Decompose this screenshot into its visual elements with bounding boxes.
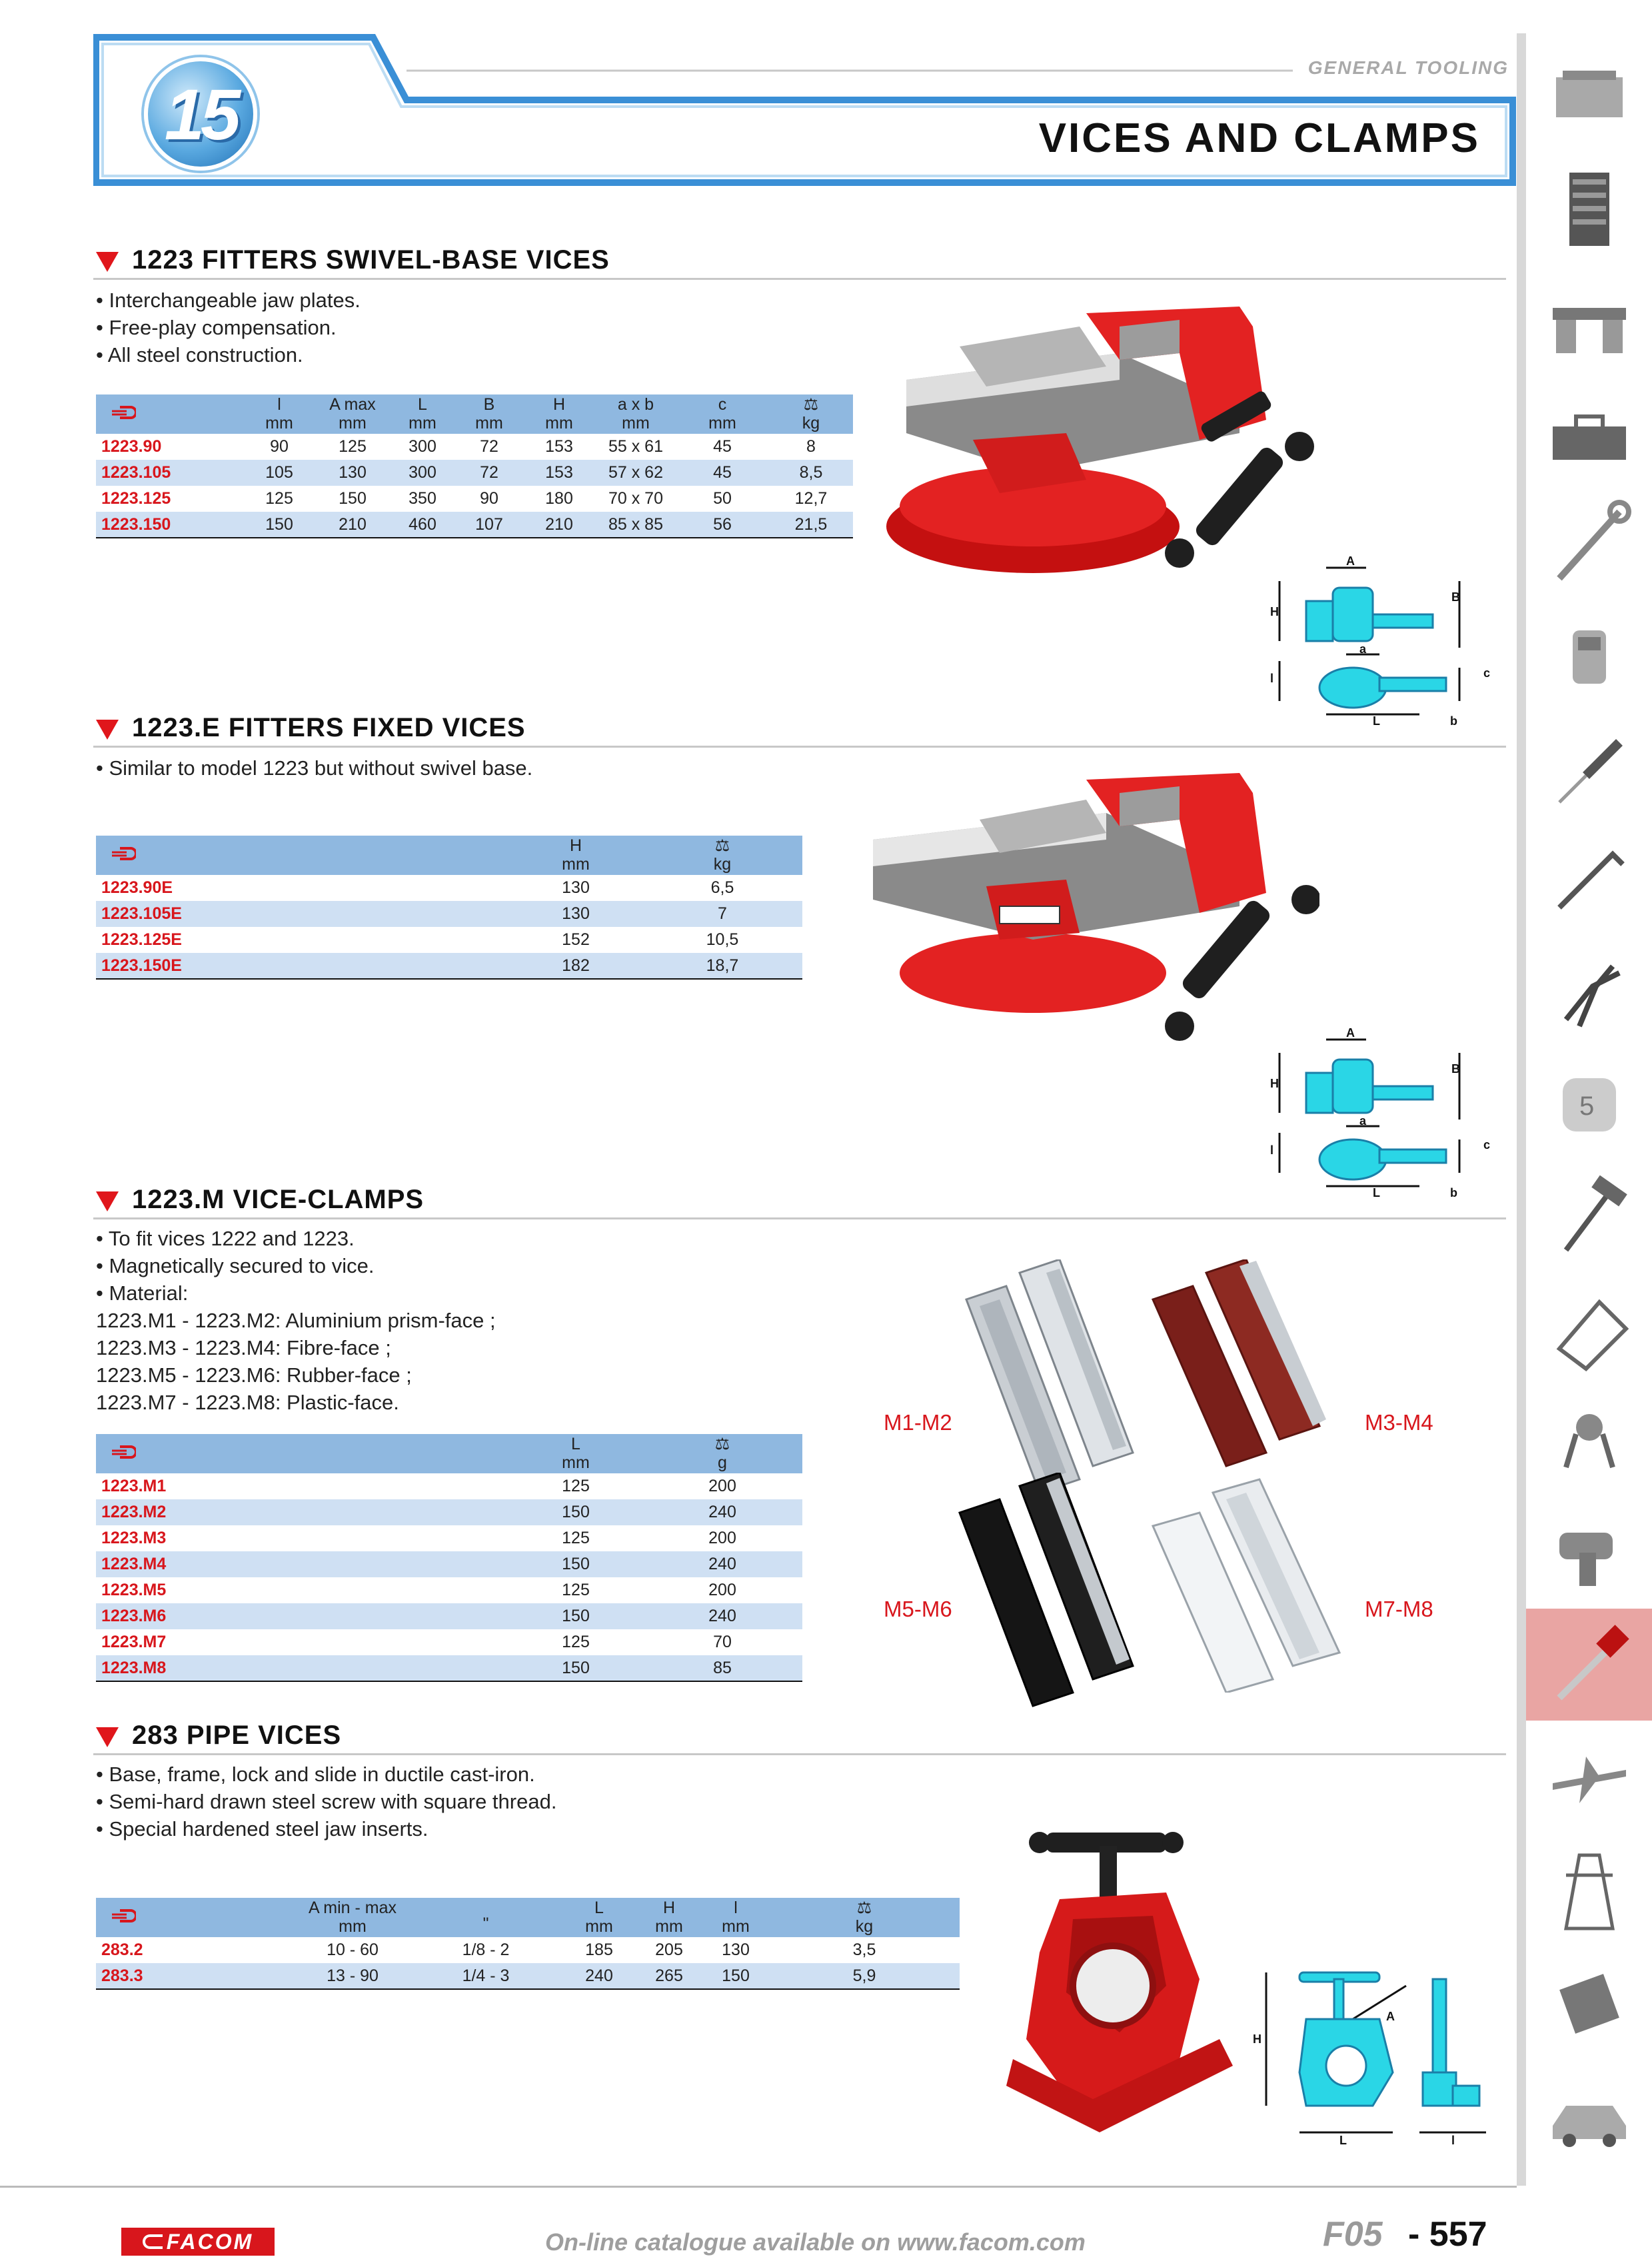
table-cell: 90 [270,437,289,456]
table-cell: 182 [509,953,642,979]
table-cell: 3,5 [852,1940,876,1959]
column-unit: mm [265,413,293,432]
table-cell: 125 [562,1477,590,1495]
reference-header [96,1434,509,1473]
aircraft-icon [1539,1730,1639,1823]
product-reference: 1223.M7 [101,1633,167,1651]
pliers-icon [1539,946,1639,1040]
sidebar-item-tool-storage[interactable] [1526,41,1652,153]
column-label: H [552,395,566,414]
svg-text:5: 5 [1579,1092,1594,1121]
table-cell: 130 [562,878,590,897]
product-reference: 1223.90 [101,437,162,456]
table-cell: 240 [642,1499,802,1525]
column-unit: kg [713,854,732,874]
table-cell: 200 [708,1581,736,1599]
table-cell: 107 [456,512,522,538]
toolbox-icon [1539,386,1639,480]
column-header [642,836,802,875]
table-cell: 70 x 70 [608,489,663,508]
product-reference: 1223.M2 [96,1499,509,1525]
impact-wrench-icon [1539,1506,1639,1599]
column-header [676,394,769,434]
section-title: 1223.E FITTERS FIXED VICES [132,713,526,742]
table-cell: 130 [316,460,389,486]
product-reference: 1223.90E [101,878,173,897]
column-header [702,1898,769,1937]
footer-rule [0,2186,1517,2188]
table-row [96,1629,802,1655]
dim-label: l [1270,672,1274,685]
dim-label: b [1450,1186,1457,1199]
column-label: l [277,395,281,414]
fixed-dimension-diagram [1266,1026,1493,1199]
product-reference: 283.2 [101,1940,143,1959]
feature-item: 1223.M5 - 1223.M6: Rubber-face ; [96,1363,412,1387]
sidebar-item-screwdriver[interactable] [1526,713,1652,825]
sidebar-rule [1517,33,1526,2186]
column-header [316,394,389,434]
table-cell: 205 [655,1940,683,1959]
table-row [96,1937,960,1963]
hex-key-icon [1539,834,1639,928]
dim-label: l [1270,1143,1274,1157]
clamp-m3-m4-image [1140,1259,1339,1479]
table-cell: 125 [562,1633,590,1651]
sidebar-item-aircraft[interactable] [1526,1721,1652,1833]
column-unit: mm [562,1453,590,1472]
column-label [412,1902,560,1915]
column-unit: kg [802,413,820,432]
table-cell: 50 [713,489,732,508]
table-cell: 45 [676,460,769,486]
section-title: 283 PIPE VICES [132,1721,342,1750]
table-cell: 350 [409,489,436,508]
column-label: H [569,836,582,855]
feature-item: • To fit vices 1222 and 1223. [96,1227,355,1250]
column-header [296,1898,409,1937]
section-marker-icon [96,1191,119,1211]
column-unit: mm [708,413,736,432]
column-unit: mm [655,1916,683,1936]
table-cell: 125 [339,437,367,456]
product-reference: 1223.M3 [101,1529,167,1547]
sidebar-item-pliers[interactable] [1526,937,1652,1049]
hammer-icon [1539,1170,1639,1263]
clamp-caption: M1-M2 [884,1410,952,1435]
column-unit: mm [562,854,590,874]
table-row [96,460,853,486]
dim-label: L [1339,2134,1347,2146]
column-header [562,1898,636,1937]
column-header [522,394,596,434]
column-unit: mm [622,413,650,432]
column-unit: kg [855,1916,874,1936]
tape-measure-icon [1539,1058,1639,1151]
section-title: 1223.M VICE-CLAMPS [132,1185,424,1214]
table-cell: 265 [636,1963,702,1989]
table-row [96,1963,960,1989]
table-cell: 6,5 [710,878,734,897]
column-unit: " [482,1914,489,1933]
hacksaw-icon [1539,1282,1639,1375]
section-header-clamps [93,1182,1506,1219]
column-label: H [662,1898,676,1917]
table-cell: 45 [713,437,732,456]
section-marker-icon [96,1727,119,1747]
feature-item: • Free-play compensation. [96,316,337,339]
tool-storage-icon [1539,51,1639,144]
table-cell: 7 [642,901,802,927]
table-cell: 240 [642,1603,802,1629]
product-reference: 1223.M6 [96,1603,509,1629]
dim-label: B [1451,590,1460,604]
clamp-caption: M5-M6 [884,1597,952,1621]
feature-item: 1223.M3 - 1223.M4: Fibre-face ; [96,1336,391,1359]
table-cell: 150 [509,1551,642,1577]
dim-label: A [1346,554,1355,568]
column-label: l [734,1898,738,1917]
swivel-dimension-diagram [1266,554,1493,728]
clamp-m1-m2-image [946,1259,1146,1506]
workbench-icon [1539,275,1639,368]
column-header [509,836,642,875]
table-cell: 56 [676,512,769,538]
table-row [96,901,802,927]
section-header-pipe [93,1718,1506,1755]
table-cell: 8 [806,437,816,456]
feature-item: 1223.M1 - 1223.M2: Aluminium prism-face ; [96,1309,496,1332]
feature-item: • All steel construction. [96,343,303,367]
spec-table-swivel [96,394,853,538]
column-header [636,1898,702,1937]
product-reference: 1223.M5 [101,1581,167,1599]
product-reference: 1223.105E [96,901,509,927]
table-cell: 5,9 [769,1963,960,1989]
sidebar-item-workbench[interactable] [1526,265,1652,377]
table-cell: 85 [642,1655,802,1681]
clamp-caption: M3-M4 [1365,1410,1433,1435]
header-frame [93,33,1519,187]
feature-item: • Similar to model 1223 but without swivel base. [96,756,533,780]
pipe-vice-image [1000,1819,1253,2139]
wrench-icon [1539,498,1639,592]
column-label: c [718,395,727,414]
dim-label: B [1451,1062,1460,1076]
table-cell: 130 [509,901,642,927]
feature-list [96,287,361,369]
roller-cabinet-icon [1539,163,1639,256]
table-row [96,1655,802,1681]
dim-label: l [1451,2134,1455,2146]
reference-icon [112,406,136,419]
page-code: F05 [1323,2215,1383,2254]
table-row [96,1525,802,1551]
product-reference: 1223.125 [101,489,171,508]
dim-label: A [1386,2010,1395,2023]
column-label: a x b [617,395,654,414]
column-header [769,1898,960,1937]
table-cell: 185 [585,1940,613,1959]
reference-icon [112,1445,136,1459]
table-cell: 57 x 62 [596,460,676,486]
table-cell: 21,5 [769,512,853,538]
table-cell: 240 [642,1551,802,1577]
sidebar-item-puller[interactable] [1526,1385,1652,1497]
screwdriver-icon [1539,722,1639,816]
table-cell: 150 [339,489,367,508]
column-header [596,394,676,434]
page-number-value: 557 [1429,2215,1487,2254]
sidebar-item-tape-measure[interactable] [1526,1049,1652,1161]
table-cell: 90 [480,489,498,508]
column-unit: mm [545,413,573,432]
column-unit: g [718,1453,727,1472]
column-unit: mm [722,1916,750,1936]
table-cell: 1/8 - 2 [462,1940,510,1959]
column-label: L [571,1435,580,1453]
table-cell: 210 [316,512,389,538]
sidebar-item-pipe-wrench[interactable] [1526,1609,1652,1721]
column-unit: mm [585,1916,613,1936]
feature-list [96,1761,556,1843]
spec-table-pipe [96,1898,960,1990]
reference-header [96,836,509,875]
dim-label: H [1270,1077,1279,1090]
table-cell: 200 [708,1477,736,1495]
table-cell: 152 [562,930,590,949]
feature-item: • Special hardened steel jaw inserts. [96,1817,428,1841]
dim-label: A [1346,1026,1355,1040]
section-label: GENERAL TOOLING [1307,57,1509,78]
column-label: B [483,395,495,414]
dim-label: c [1483,666,1491,680]
table-cell: 85 x 85 [596,512,676,538]
clamp-caption: M7-M8 [1365,1597,1433,1621]
car-icon [1539,2066,1639,2159]
table-cell: 153 [545,437,573,456]
product-reference: 1223.105 [96,460,243,486]
sidebar-item-electrical-pylon[interactable] [1526,1833,1652,1944]
facom-logo [121,2228,275,2256]
product-reference: 1223.M1 [101,1477,167,1495]
table-cell: 150 [509,1655,642,1681]
table-header-row [96,1434,802,1473]
table-cell: 10,5 [706,930,739,949]
feature-item: • Interchangeable jaw plates. [96,289,361,312]
sidebar-item-roller-cabinet[interactable] [1526,153,1652,265]
page-separator: - [1408,2215,1420,2254]
table-row [96,1603,802,1629]
fixed-vice-image [866,773,1319,1053]
table-cell: 12,7 [794,489,828,508]
table-cell: 150 [509,1603,642,1629]
table-cell: 300 [389,460,456,486]
column-label: A min - max [309,1898,397,1917]
reference-header [96,1898,296,1937]
table-cell: 13 - 90 [296,1963,409,1989]
sidebar-item-circuit-chip[interactable] [1526,1944,1652,2056]
column-label: A max [329,395,376,414]
page-number [1408,2214,1487,2254]
clamp-m7-m8-image [1146,1473,1359,1693]
sidebar-item-socket[interactable] [1526,601,1652,713]
column-header [509,1434,642,1473]
table-cell: 125 [265,489,293,508]
table-cell: 150 [702,1963,769,1989]
product-reference: 283.3 [96,1963,296,1989]
table-cell: 153 [522,460,596,486]
column-label: ⚖ [803,395,819,414]
table-cell: 240 [562,1963,636,1989]
table-cell: 300 [409,437,436,456]
product-reference: 1223.150E [96,953,509,979]
sidebar-item-car[interactable] [1526,2056,1652,2168]
feature-list [96,754,532,782]
table-row [96,1473,802,1499]
product-reference: 1223.M4 [96,1551,509,1577]
table-row [96,512,853,538]
dim-label: H [1270,605,1279,618]
table-row [96,486,853,512]
feature-item: • Base, frame, lock and slide in ductile cast-iron. [96,1763,535,1786]
circuit-chip-icon [1539,1954,1639,2047]
table-cell: 1/4 - 3 [409,1963,562,1989]
column-header [769,394,853,434]
table-row [96,1551,802,1577]
table-cell: 125 [562,1581,590,1599]
table-header-row [96,836,802,875]
section-header-fixed [93,710,1506,748]
spec-table-clamps [96,1434,802,1682]
section-marker-icon [96,252,119,272]
table-cell: 125 [562,1529,590,1547]
column-label: L [418,395,427,414]
table-row [96,953,802,979]
page-title: VICES AND CLAMPS [1038,115,1480,161]
product-reference: 1223.M8 [96,1655,509,1681]
column-label: ⚖ [856,1898,872,1917]
table-cell: 460 [389,512,456,538]
pipe-wrench-icon [1539,1618,1639,1711]
table-cell: 55 x 61 [608,437,663,456]
socket-icon [1539,610,1639,704]
column-label: ⚖ [714,836,730,855]
section-marker-icon [96,720,119,740]
facom-mark-icon [143,2234,163,2249]
table-row [96,1577,802,1603]
feature-item: • Semi-hard drawn steel screw with square thread. [96,1790,557,1813]
section-title: 1223 FITTERS SWIVEL-BASE VICES [132,245,610,275]
swivel-vice-image [866,307,1319,586]
dim-label: L [1373,714,1380,728]
sidebar-item-hammer[interactable] [1526,1161,1652,1273]
table-cell: 150 [509,1499,642,1525]
table-row [96,1499,802,1525]
sidebar-item-toolbox[interactable] [1526,377,1652,489]
column-header [389,394,456,434]
chapter-number: 15 [164,73,237,155]
table-header-row [96,394,853,434]
table-cell: 70 [713,1633,732,1651]
dim-label: a [1359,1114,1367,1128]
column-unit: mm [339,1916,367,1936]
column-header [456,394,522,434]
reference-header [96,394,243,434]
column-header [642,1434,802,1473]
table-cell: 130 [722,1940,750,1959]
electrical-pylon-icon [1539,1842,1639,1935]
dim-label: c [1483,1138,1491,1151]
table-cell: 72 [456,460,522,486]
brand-name: FACOM [166,2229,254,2254]
reference-icon [112,1909,136,1922]
spec-table-fixed [96,836,802,980]
table-row [96,434,853,460]
reference-icon [112,847,136,860]
table-row [96,875,802,901]
table-cell: 8,5 [769,460,853,486]
product-reference: 1223.125E [101,930,182,949]
pipe-dimension-diagram [1253,1966,1513,2146]
table-header-row [96,1898,960,1937]
table-cell: 180 [545,489,573,508]
column-label: L [594,1898,604,1917]
table-cell: 10 - 60 [327,1940,379,1959]
clamp-m5-m6-image [953,1473,1153,1713]
table-cell: 150 [243,512,316,538]
column-unit: mm [409,413,436,432]
puller-icon [1539,1394,1639,1487]
product-reference: 1223.150 [96,512,243,538]
dim-label: H [1253,2032,1261,2046]
section-header-swivel [93,243,1506,280]
dim-label: a [1359,642,1367,656]
dim-label: L [1373,1186,1380,1199]
chapter-badge [144,57,257,171]
sidebar-item-wrench[interactable] [1526,489,1652,601]
sidebar-item-hex-key[interactable] [1526,825,1652,937]
table-cell: 72 [480,437,498,456]
feature-item: 1223.M7 - 1223.M8: Plastic-face. [96,1391,399,1414]
column-header [243,394,316,434]
column-unit: mm [339,413,367,432]
table-row [96,927,802,953]
dim-label: b [1450,714,1457,728]
catalogue-link[interactable]: On-line catalogue available on www.facom.com [545,2228,1086,2256]
feature-item: • Magnetically secured to vice. [96,1254,375,1277]
table-cell: 210 [522,512,596,538]
column-header [409,1898,562,1937]
column-label: ⚖ [714,1435,730,1453]
table-cell: 200 [708,1529,736,1547]
feature-list [96,1225,496,1416]
column-unit: mm [475,413,503,432]
sidebar-item-impact-wrench[interactable] [1526,1497,1652,1609]
feature-item: • Material: [96,1281,189,1305]
table-cell: 18,7 [642,953,802,979]
sidebar-item-hacksaw[interactable] [1526,1273,1652,1385]
table-cell: 105 [243,460,316,486]
